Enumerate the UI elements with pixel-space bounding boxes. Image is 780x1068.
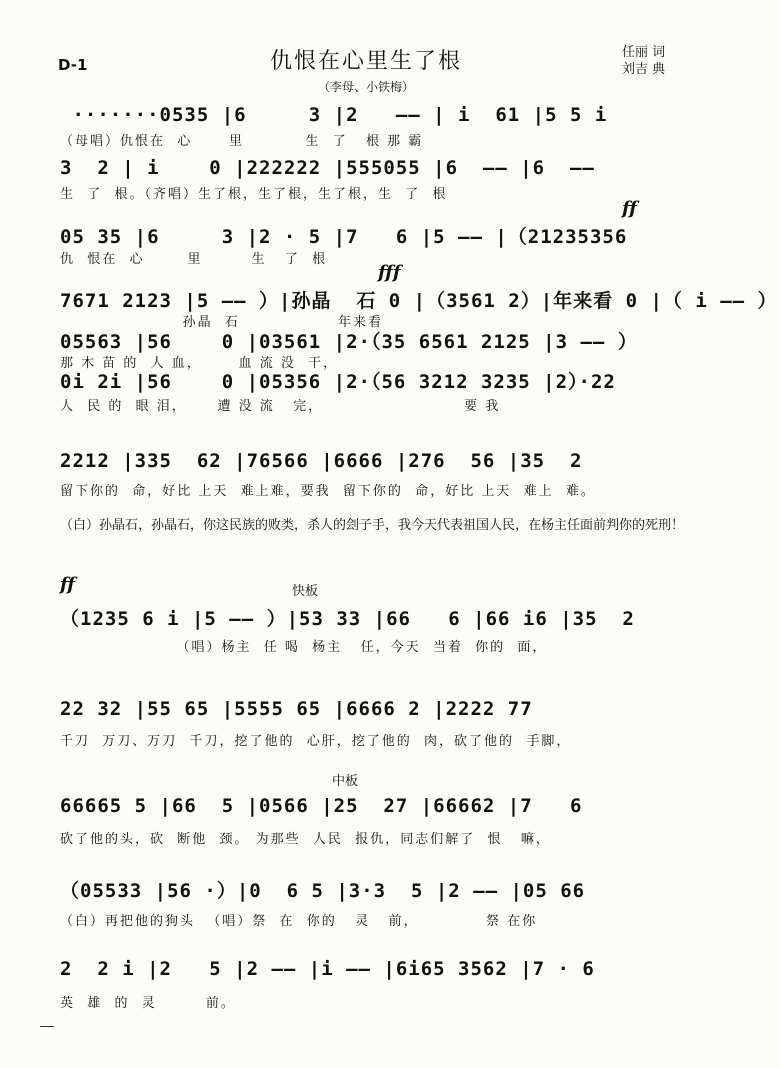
lyric-row: （母唱）仇恨在 心 里 生 了 根 那 霸 (60, 134, 424, 149)
music-row: ·······0535 |6 3 |2 —— | i 61 |5 5 i (60, 104, 608, 126)
lyric-row: 千刀 万刀、万刀 千刀，挖了他的 心肝，挖了他的 肉，砍了他的 手脚， (60, 734, 572, 749)
score-code: D-1 (58, 56, 88, 74)
tempo-zhongban: 中板 (332, 774, 359, 789)
lyric-row: 那 木 苗 的 人 血， 血 流 没 干， (60, 356, 339, 371)
music-row: 05 35 |6 3 |2 · 5 |7 6 |5 —— |（21235356 (60, 226, 628, 248)
spoken-passage (60, 514, 740, 538)
credits (622, 44, 665, 78)
lyric-row: 仇 恨在 心 里 生 了 根 (60, 252, 328, 267)
lyric-row: 生 了 根。（齐唱）生了根，生了根，生了根，生 了 根 (60, 187, 448, 202)
speech-label: （白） (60, 518, 100, 533)
dynamic-ff: ff (60, 574, 75, 595)
music-row: 0i 2i |56 0 |05356 |2·（56 3212 3235 |2）·22 (60, 371, 616, 393)
song-subtitle: （李母、小铁梅） (318, 80, 415, 94)
music-row: （1235 6 i |5 —— ）|53 33 |66 6 |66 i6 |35 2 (60, 608, 635, 630)
song-title: 仇恨在心里生了根 (270, 49, 463, 74)
lyric-row: 孙晶 石 年来看 (60, 315, 384, 330)
dynamic-ff: ff (622, 198, 637, 219)
lyric-row: （唱）杨主 任 喝 杨主 任，今天 当着 你的 面， (60, 640, 548, 655)
lyric-row: 英 雄 的 灵 前。 (60, 996, 236, 1011)
lyric-row: 人 民 的 眼 泪， 遭 没 流 完， 要 我 (60, 399, 501, 414)
lyric-row: 留下你的 命，好比 上天 难上难，要我 留下你的 命，好比 上天 难上 难。 (60, 484, 596, 499)
music-row: 2 2 i |2 5 |2 —— |i —— |6i65 3562 |7 · 6 (60, 958, 595, 980)
lyric-row: （白）再把他的狗头 （唱）祭 在 你的 灵 前， 祭 在你 (60, 914, 538, 929)
music-row: 05563 |56 0 |03561 |2·（35 6561 2125 |3 —— ） (60, 331, 638, 353)
music-row: 3 2 | i 0 |222222 |555055 |6 —— |6 —— (60, 157, 595, 179)
music-row: 66665 5 |66 5 |0566 |25 27 |66662 |7 6 (60, 795, 583, 817)
music-row: 7671 2123 |5 —— ）|孙晶 石 0 |（3561 2）|年来看 0 |（ i —— ） (60, 290, 778, 312)
footer-rule (40, 1026, 54, 1027)
speech-text: 孙晶石，孙晶石，你这民族的败类，杀人的刽子手，我今天代表祖国人民，在杨主任面前判你的死刑！ (99, 518, 685, 533)
credit-lyricist: 任丽 词 (622, 45, 666, 60)
dynamic-fff: fff (378, 262, 401, 283)
music-row: 22 32 |55 65 |5555 65 |6666 2 |2222 77 (60, 698, 533, 720)
music-row: （05533 |56 ·）|0 6 5 |3·3 5 |2 —— |05 66 (60, 880, 586, 902)
credit-composer: 刘吉 典 (622, 62, 666, 77)
music-row: 2212 |335 62 |76566 |6666 |276 56 |35 2 (60, 450, 583, 472)
lyric-row: 砍了他的头，砍 断他 颈。 为那些 人民 报仇，同志们解了 恨 嘛， (60, 832, 551, 847)
tempo-kuaiban: 快板 (292, 584, 319, 599)
